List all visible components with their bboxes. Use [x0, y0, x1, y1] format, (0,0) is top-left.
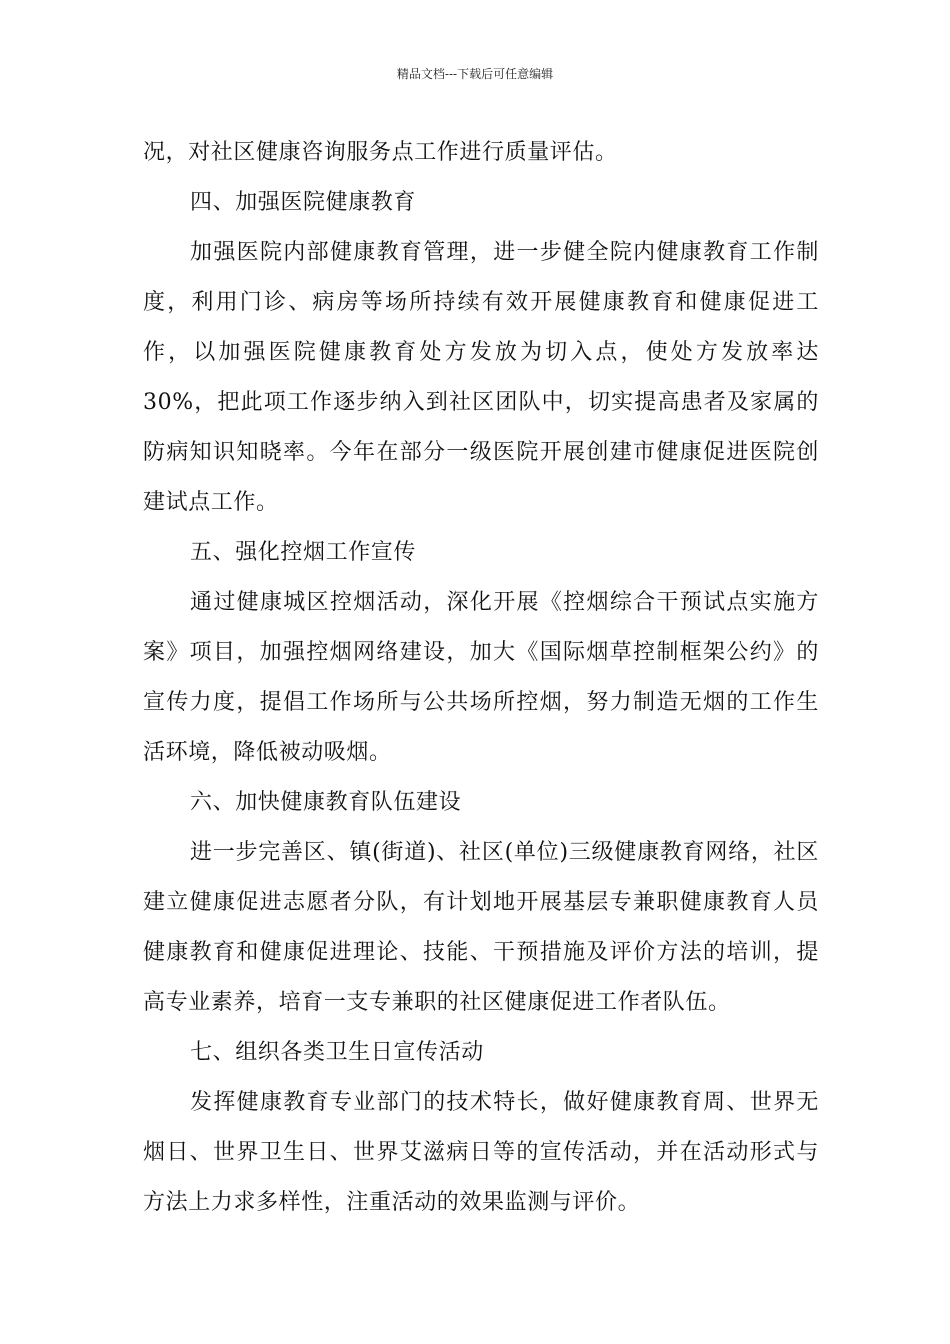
paragraph-hospital-education: 加强医院内部健康教育管理，进一步健全院内健康教育工作制度，利用门诊、病房等场所持续有效开展健康教育和健康促进工作，以加强医院健康教育处方发放为切入点，使处方发放率达 30%，把此项工作逐步纳入到社区团队中，切实提高患者及家属的防病知识知晓率。今年在部分一级医院开展创建市健康促进医院创建试点工作。 [143, 240, 819, 515]
section-heading-5: 五、强化控烟工作宣传 [190, 540, 417, 565]
page-header: 精品文档---下载后可任意编辑 [396, 67, 554, 81]
paragraph-health-days: 发挥健康教育专业部门的技术特长，做好健康教育周、世界无烟日、世界卫生日、世界艾滋病日等的宣传活动，并在活动形式与方法上力求多样性，注重活动的效果监测与评价。 [143, 1090, 819, 1215]
section-heading-4: 四、加强医院健康教育 [190, 190, 417, 215]
paragraph-tobacco-control: 通过健康城区控烟活动，深化开展《控烟综合干预试点实施方案》项目，加强控烟网络建设，加大《国际烟草控制框架公约》的宣传力度，提倡工作场所与公共场所控烟，努力制造无烟的工作生活环境，降低被动吸烟。 [143, 590, 819, 765]
document-body [143, 128, 819, 1228]
paragraph-continuation: 况，对社区健康咨询服务点工作进行质量评估。 [143, 140, 618, 165]
section-heading-7: 七、组织各类卫生日宣传活动 [190, 1040, 484, 1065]
paragraph-team-building: 进一步完善区、镇(街道)、社区(单位)三级健康教育网络，社区建立健康促进志愿者分队，有计划地开展基层专兼职健康教育人员健康教育和健康促进理论、技能、干预措施及评价方法的培训，提高专业素养，培育一支专兼职的社区健康促进工作者队伍。 [143, 840, 819, 1015]
section-heading-6: 六、加快健康教育队伍建设 [190, 790, 462, 815]
